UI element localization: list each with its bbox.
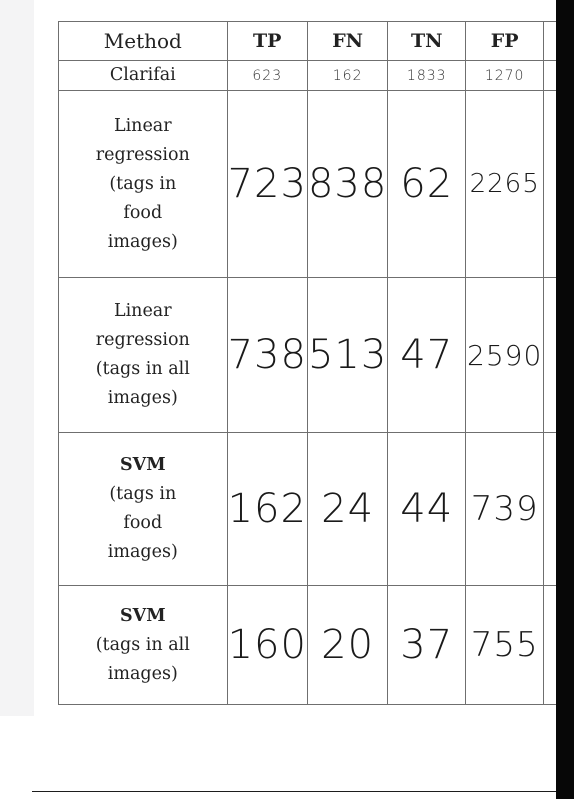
tp-cell: 162 <box>227 433 307 586</box>
tn-cell: 1833 <box>388 61 466 91</box>
header-fn: FN <box>307 22 387 61</box>
method-line: regression <box>95 330 190 350</box>
method-cell <box>59 433 228 586</box>
method-line: SVM <box>119 605 166 626</box>
method-cell <box>59 278 228 433</box>
fn-cell: 513 <box>307 278 387 433</box>
method-line: (tags in <box>109 484 177 504</box>
fp-cell: 1270 <box>466 61 544 91</box>
method-line: Linear <box>113 301 172 321</box>
table-row-clarifai <box>59 61 574 91</box>
fn-cell: 20 <box>307 586 387 705</box>
fp-cell: 755 <box>466 586 544 705</box>
table-row-linear-all <box>59 278 574 433</box>
tn-cell: 62 <box>388 91 466 278</box>
method-cell <box>59 586 228 705</box>
method-line: SVM <box>119 455 166 475</box>
bottom-divider <box>32 791 556 792</box>
method-line: (tags in <box>109 173 177 194</box>
fn-cell: 24 <box>307 433 387 586</box>
tp-cell: 623 <box>227 61 307 91</box>
method-line: images) <box>107 663 178 684</box>
method-cell <box>59 61 228 91</box>
table-row-svm-food <box>59 433 574 586</box>
method-line: (tags in all <box>95 634 190 655</box>
method-line: Linear <box>113 115 172 136</box>
tp-cell: 160 <box>227 586 307 705</box>
tn-cell: 44 <box>388 433 466 586</box>
method-line: Clarifai <box>109 65 176 85</box>
header-tn: TN <box>388 22 466 61</box>
method-line: images) <box>107 231 178 252</box>
method-cell <box>59 91 228 278</box>
method-line: (tags in all <box>95 359 190 379</box>
tp-cell: 723 <box>227 91 307 278</box>
fp-cell: 2265 <box>466 91 544 278</box>
table-row-linear-food <box>59 91 574 278</box>
left-gutter <box>0 0 34 716</box>
fn-cell: 162 <box>307 61 387 91</box>
header-method: Method <box>59 22 228 61</box>
header-tp: TP <box>227 22 307 61</box>
method-line: regression <box>95 144 190 165</box>
tn-cell: 47 <box>388 278 466 433</box>
method-line: food <box>123 202 163 223</box>
header-fp: FP <box>466 22 544 61</box>
method-line: images) <box>107 388 178 408</box>
results-table <box>58 21 574 705</box>
fn-cell: 838 <box>307 91 387 278</box>
tn-cell: 37 <box>388 586 466 705</box>
header-row <box>59 22 574 61</box>
tp-cell: 738 <box>227 278 307 433</box>
right-edge-bar <box>556 0 574 799</box>
table-row-svm-all <box>59 586 574 705</box>
method-line: images) <box>107 542 178 562</box>
method-line: food <box>123 513 163 533</box>
fp-cell: 739 <box>466 433 544 586</box>
fp-cell: 2590 <box>466 278 544 433</box>
